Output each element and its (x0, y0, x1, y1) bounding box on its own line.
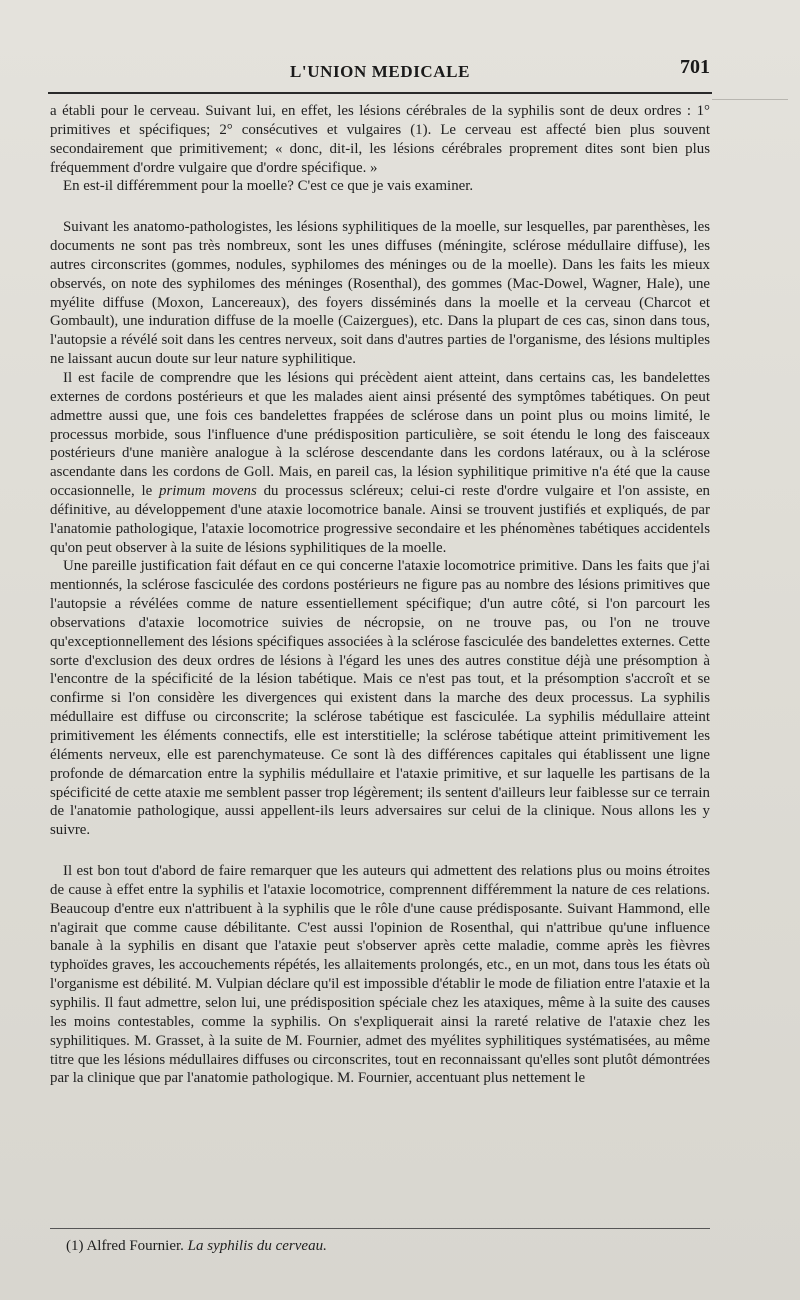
header-rule-extension (712, 99, 788, 100)
paragraph-text: Il est facile de comprendre que les lésions qui précèdent aient atteint, dans certains cas, les bandelettes externes de cordons postérieurs et que les malades aient ainsi présenté des symptômes tabétiques. On peut admettre aussi que, une fois ces bandelettes frappées de sclérose dans un point plus ou moins limité, le processus morbide, sous l'influence d'une prédisposition particulière, se soit étendu le long des faisceaux postérieurs d'une manière analogue à la sclérose descendante dans les cordons latéraux, ou à la sclérose ascendante dans les cordons de Goll. Mais, en pareil cas, la lésion syphilitique primitive n'a été que la cause occasionnelle, le (50, 369, 710, 500)
latin-phrase: primum movens (159, 483, 257, 500)
paragraph (50, 862, 710, 1088)
paragraph (50, 102, 710, 177)
paragraph-text: du processus scléreux; celui-ci reste d'ordre vulgaire et l'on assiste, en définitive, au développement d'une ataxie locomotrice banale. Ainsi se trouvent justifiés et expliqués, de par l'anatomie pathologique, l'ataxie locomotrice progressive secondaire et les phénomènes tabétiques accidentels qu'on peut observer à la suite de lésions syphilitiques de la moelle. (50, 483, 710, 556)
paragraph-text: Il est bon tout d'abord de faire remarquer que les auteurs qui admettent des relations plus ou moins étroites de cause à effet entre la syphilis et l'ataxie locomotrice, comprennent différemment la nature de ces relations. Beaucoup d'entre eux n'attribuent à la syphilis que le rôle d'une cause prédisposante. Suivant Hammond, elle n'agirait que comme cause débilitante. C'est aussi l'opinion de Rosenthal, qui n'attribue qu'une influence banale à la syphilis en disant que l'ataxie peut s'observer après cette maladie, comme après les fièvres typhoïdes graves, les accouchements répétés, les allaitements prolongés, etc., en un mot, dans tous les états où l'organisme est débilité. M. Vulpian déclare qu'il est impossible d'établir le mode de filiation entre l'ataxie et la syphilis. Il faut admettre, selon lui, une prédisposition spéciale chez les ataxiques, même à la suite des causes les moins contestables, comme la syphilis. On s'expliquerait ainsi la rareté relative de l'ataxie chez les syphilitiques. M. Grasset, à la suite de M. Fournier, admet des myélites syphilitiques systématisées, au même titre que les lésions médullaires diffuses ou circonscrites, tout en reconnaissant qu'elles sont plutôt démontrées par la clinique que par l'anatomie pathologique. M. Fournier, accentuant plus nettement le (50, 863, 710, 1087)
page-number: 701 (680, 56, 710, 78)
journal-title: L'UNION MEDICALE (289, 62, 471, 81)
paragraph-text: Une pareille justification fait défaut en ce qui concerne l'ataxie locomotrice primitive. Dans les faits que j'ai mentionnés, la sclérose fasciculée des cordons postérieurs ne figure pas au nombre des lésions primitives que l'autopsie a révélées comme de nature essentiellement spécifique; d'un autre côté, si l'on parcourt les observations d'ataxie locomotrice suivies de nécropsie, on ne trouve pas, ou l'on ne trouve qu'exceptionnellement des lésions spécifiques associées à la sclérose fasciculée des bandelettes externes. Cette sorte d'exclusion des deux ordres de lésions à l'égard les unes des autres constitue déjà une présomption à l'encontre de la spécificité de la lésion tabétique. Mais ce n'est pas tout, et la présomption s'accroît et se confirme si l'on considère les divergences qui existent dans la marche des deux processus. La syphilis médullaire est diffuse ou circonscrite; la sclérose tabétique est fasciculée. La syphilis médullaire atteint primitivement les éléments connectifs, elle est interstitielle; la sclérose tabétique atteint primitivement les éléments nerveux, elle est parenchymateuse. Ce sont là des différences capitales qui établissent une ligne profonde de démarcation entre la syphilis médullaire et l'ataxie primitive, et sur laquelle les partisans de la spécificité de cette ataxie me semblent passer trop légèrement; ils sentent d'ailleurs leur faiblesse sur ce terrain de l'anatomie pathologique, aussi appellent-ils leurs adversaires sur celui de la clinique. Nous allons les y suivre. (50, 558, 710, 839)
section-gap (50, 196, 710, 218)
footnote-title: La syphilis du cerveau. (187, 1238, 327, 1254)
paragraph (50, 369, 710, 557)
footnote-author: Alfred Fournier. (86, 1238, 184, 1254)
running-header (50, 56, 710, 92)
article-body (50, 102, 710, 1088)
footnote (66, 1238, 706, 1255)
paragraph-text: a établi pour le cerveau. Suivant lui, en effet, les lésions cérébrales de la syphilis sont de deux ordres : 1° primitives et spécifiques; 2° consécutives et vulgaires (1). Le cerveau est affecté bien plus souvent secondairement que primitivement; « donc, dit-il, les lésions cérébrales proprement dites sont bien plus fréquemment d'ordre vulgaire que d'ordre spécifique. » (50, 103, 710, 176)
footnote-rule (50, 1228, 710, 1229)
section-gap (50, 840, 710, 862)
paragraph (50, 557, 710, 840)
header-rule (48, 92, 712, 94)
paragraph-text: En est-il différemment pour la moelle? C'est ce que je vais examiner. (63, 178, 474, 195)
paragraph (50, 218, 710, 369)
paragraph (50, 177, 710, 196)
paragraph-text: Suivant les anatomo-pathologistes, les lésions syphilitiques de la moelle, sur lesquelles, par parenthèses, les documents ne sont pas très nombreux, sont les unes diffuses (méningite, sclérose médullaire diffuse), les autres circonscrites (gommes, nodules, syphilomes des méninges ou de la moelle). Dans les faits les mieux observés, on note des syphilomes des méninges (Rosenthal), des gommes (Mac-Dowel, Wagner, Hale), une myélite diffuse (Moxon, Lancereaux), des foyers disséminés dans la moelle et la cerveau (Charcot et Gombault), une induration diffuse de la moelle (Caizergues), etc. Dans la plupart de ces cas, sinon dans tous, l'autopsie a révélé soit dans les centres nerveux, soit dans d'autres parties de l'organisme, des lésions multiples ne laissant aucun doute sur leur nature syphilitique. (50, 219, 710, 368)
footnote-marker: (1) (66, 1238, 84, 1254)
